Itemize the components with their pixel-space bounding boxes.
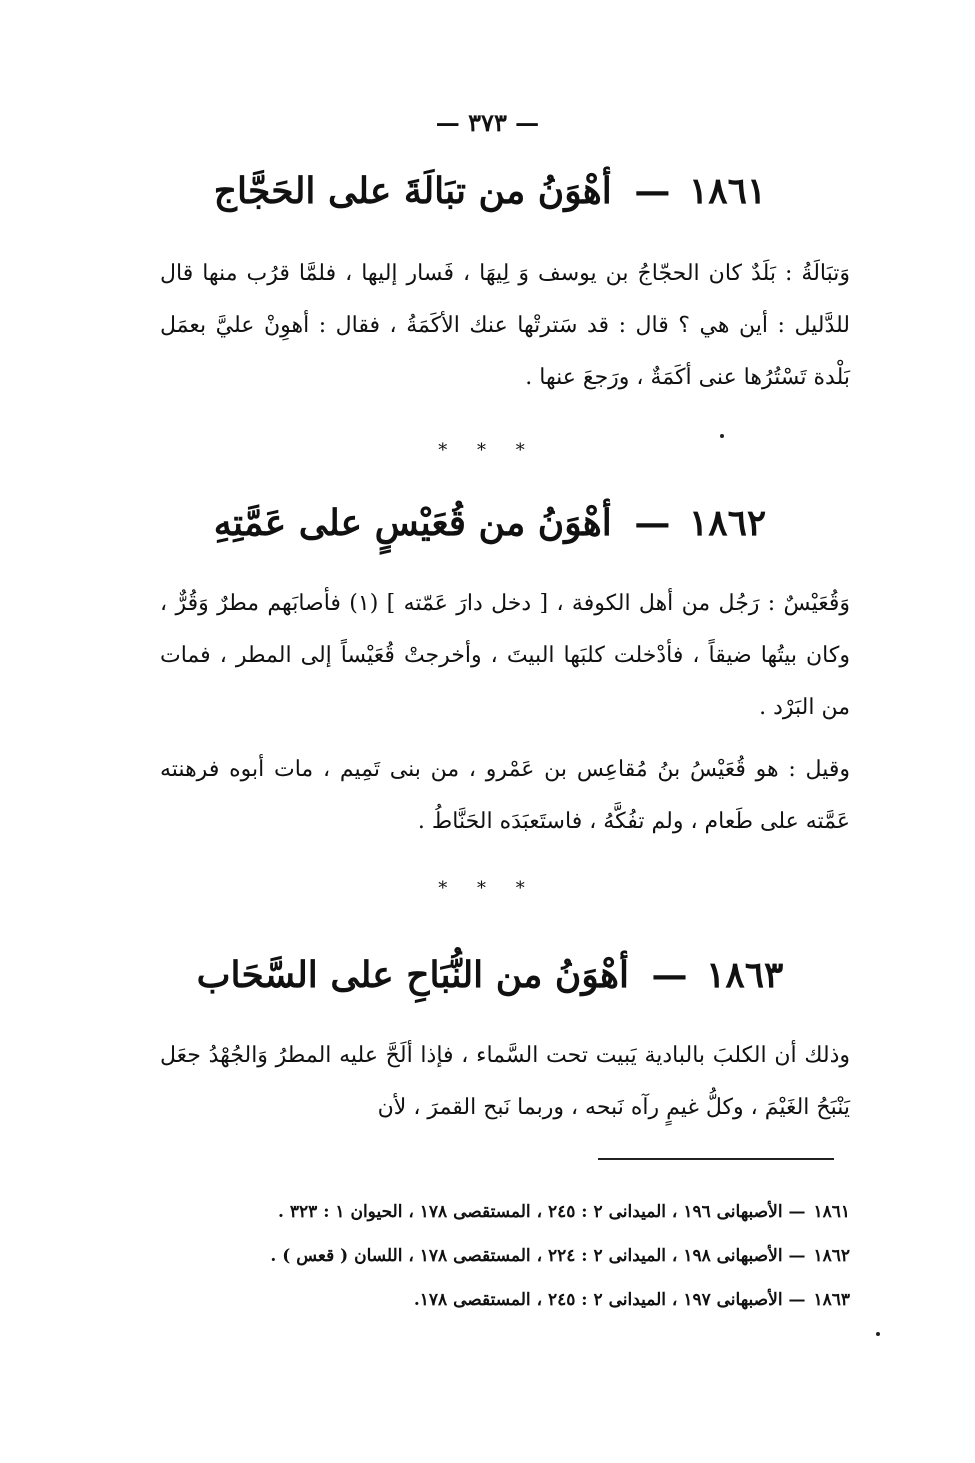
footnote-text: — الأصبهانى ١٩٧ ، الميدانى ٢ : ٢٤٥ ، المستقصى ١٧٨. (413, 1290, 806, 1310)
footnote-divider (598, 1158, 834, 1160)
page-number: — ٣٧٣ — (435, 108, 540, 137)
entry-number: ١٨٦١ (688, 170, 767, 212)
entry-dash: — (634, 502, 671, 544)
footnote-number: ١٨٦٣ (813, 1290, 850, 1310)
entry-paragraph: وقيل : هو قُعَيْسُ بنُ مُقاعِس بن عَمْرو ، من بنى تَمِيم ، مات أبوه فرهنته عَمَّته على طَعام ، ولم تفُكَّهُ ، فاستَعبَدَه الحَنَّاطُ . (160, 757, 850, 834)
entry-proverb: أهْوَنُ من قُعَيْسٍ على عَمَّتِهِ (213, 502, 612, 544)
footnote-line (160, 1234, 850, 1278)
entry-title-1862 (130, 502, 850, 544)
footnote-number: ١٨٦٢ (813, 1246, 850, 1266)
entry-paragraph: وَتبَالَةُ : بَلَدٌ كان الحجّاجُ بن يوسف وَ لِيهَا ، فَسار إليها ، فلمَّا قرُب منها قال للدَّليل : أين هي ؟ قال : قد سَترتْها عنك الأكَمَةُ ، فقال : أهوِنْ عليَّ بعمَل بَلْدة تَسْتُرُها عنى أكَمَةٌ ، ورَجعَ عنها . (160, 261, 850, 390)
entry-title-1861 (130, 170, 850, 212)
entry-number: ١٨٦٢ (688, 502, 767, 544)
section-ornament: * * * (438, 878, 537, 899)
print-speck (876, 1332, 880, 1336)
section-ornament: * * * (438, 440, 537, 461)
entry-number: ١٨٦٣ (706, 954, 784, 996)
entry-paragraph: وذلك أن الكلبَ بالبادية يَبيت تحت السَّماء ، فإذا ألَحَّ عليه المطرُ وَالجُهْدُ جعَل يَنْبَحُ الغَيْمَ ، وكلُّ غيمٍ رآه نَبحه ، وربما نَبح القمرَ ، لأن (160, 1043, 850, 1120)
entry-paragraph: وَقُعَيْسٌ : رَجُل من أهل الكوفة ، [ دخل دارَ عَمّته ] (١) فأصابَهم مطرٌ وَقُرٌّ ، وكان بيتُها ضيقاً ، فأدْخلت كلبَها البيتَ ، وأخرجتْ قُعَيْساً إلى المطر ، فمات من البَرْد . (160, 591, 850, 720)
entry-dash: — (634, 170, 671, 212)
entry-dash: — (651, 954, 688, 996)
footnote-number: ١٨٦١ (813, 1202, 850, 1222)
footnote-text: — الأصبهانى ١٩٨ ، الميدانى ٢ : ٢٢٤ ، المستقصى ١٧٨ ، اللسان ( قعس ) . (270, 1246, 806, 1266)
entry-proverb: أهْوَنُ من تبَالَةَ على الحَجَّاج (213, 170, 612, 212)
print-speck (720, 434, 724, 438)
footnote-line (160, 1278, 850, 1322)
footnote-text: — الأصبهانى ١٩٦ ، الميدانى ٢ : ٢٤٥ ، المستقصى ١٧٨ ، الحيوان ١ : ٣٢٣ . (278, 1202, 806, 1222)
entry-proverb: أهْوَنُ من النُّبَاحِ على السَّحَاب (196, 954, 629, 996)
entry-title-1863 (130, 954, 850, 996)
footnote-line (160, 1190, 850, 1234)
footnotes (160, 1190, 850, 1322)
